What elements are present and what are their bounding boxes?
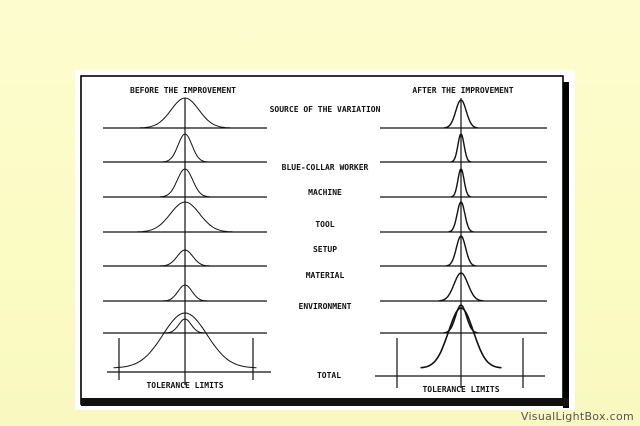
source-label: SETUP — [312, 245, 338, 254]
total-row — [107, 308, 545, 394]
source-label: MACHINE — [308, 188, 342, 197]
source-rows — [103, 98, 547, 388]
source-label: SOURCE OF THE VARIATION — [269, 105, 381, 114]
watermark: VisualLightBox.com — [520, 410, 634, 423]
variation-diagram — [75, 70, 575, 410]
source-label: BLUE-COLLAR WORKER — [281, 163, 369, 172]
source-label: MATERIAL — [305, 271, 345, 280]
after-panel-title: AFTER THE IMPROVEMENT — [412, 86, 514, 95]
after-tolerance-limits-label: TOLERANCE LIMITS — [422, 385, 500, 394]
frame-shadow-bottom — [81, 398, 569, 406]
before-panel-title: BEFORE THE IMPROVEMENT — [130, 86, 236, 95]
scanned-figure — [75, 70, 575, 410]
figure-frame — [81, 76, 563, 404]
source-label: TOOL — [315, 220, 335, 229]
frame-shadow-right — [563, 82, 569, 408]
total-label: TOTAL — [316, 371, 342, 380]
before-tolerance-limits-label: TOLERANCE LIMITS — [146, 381, 224, 390]
source-label: ENVIRONMENT — [298, 302, 352, 311]
